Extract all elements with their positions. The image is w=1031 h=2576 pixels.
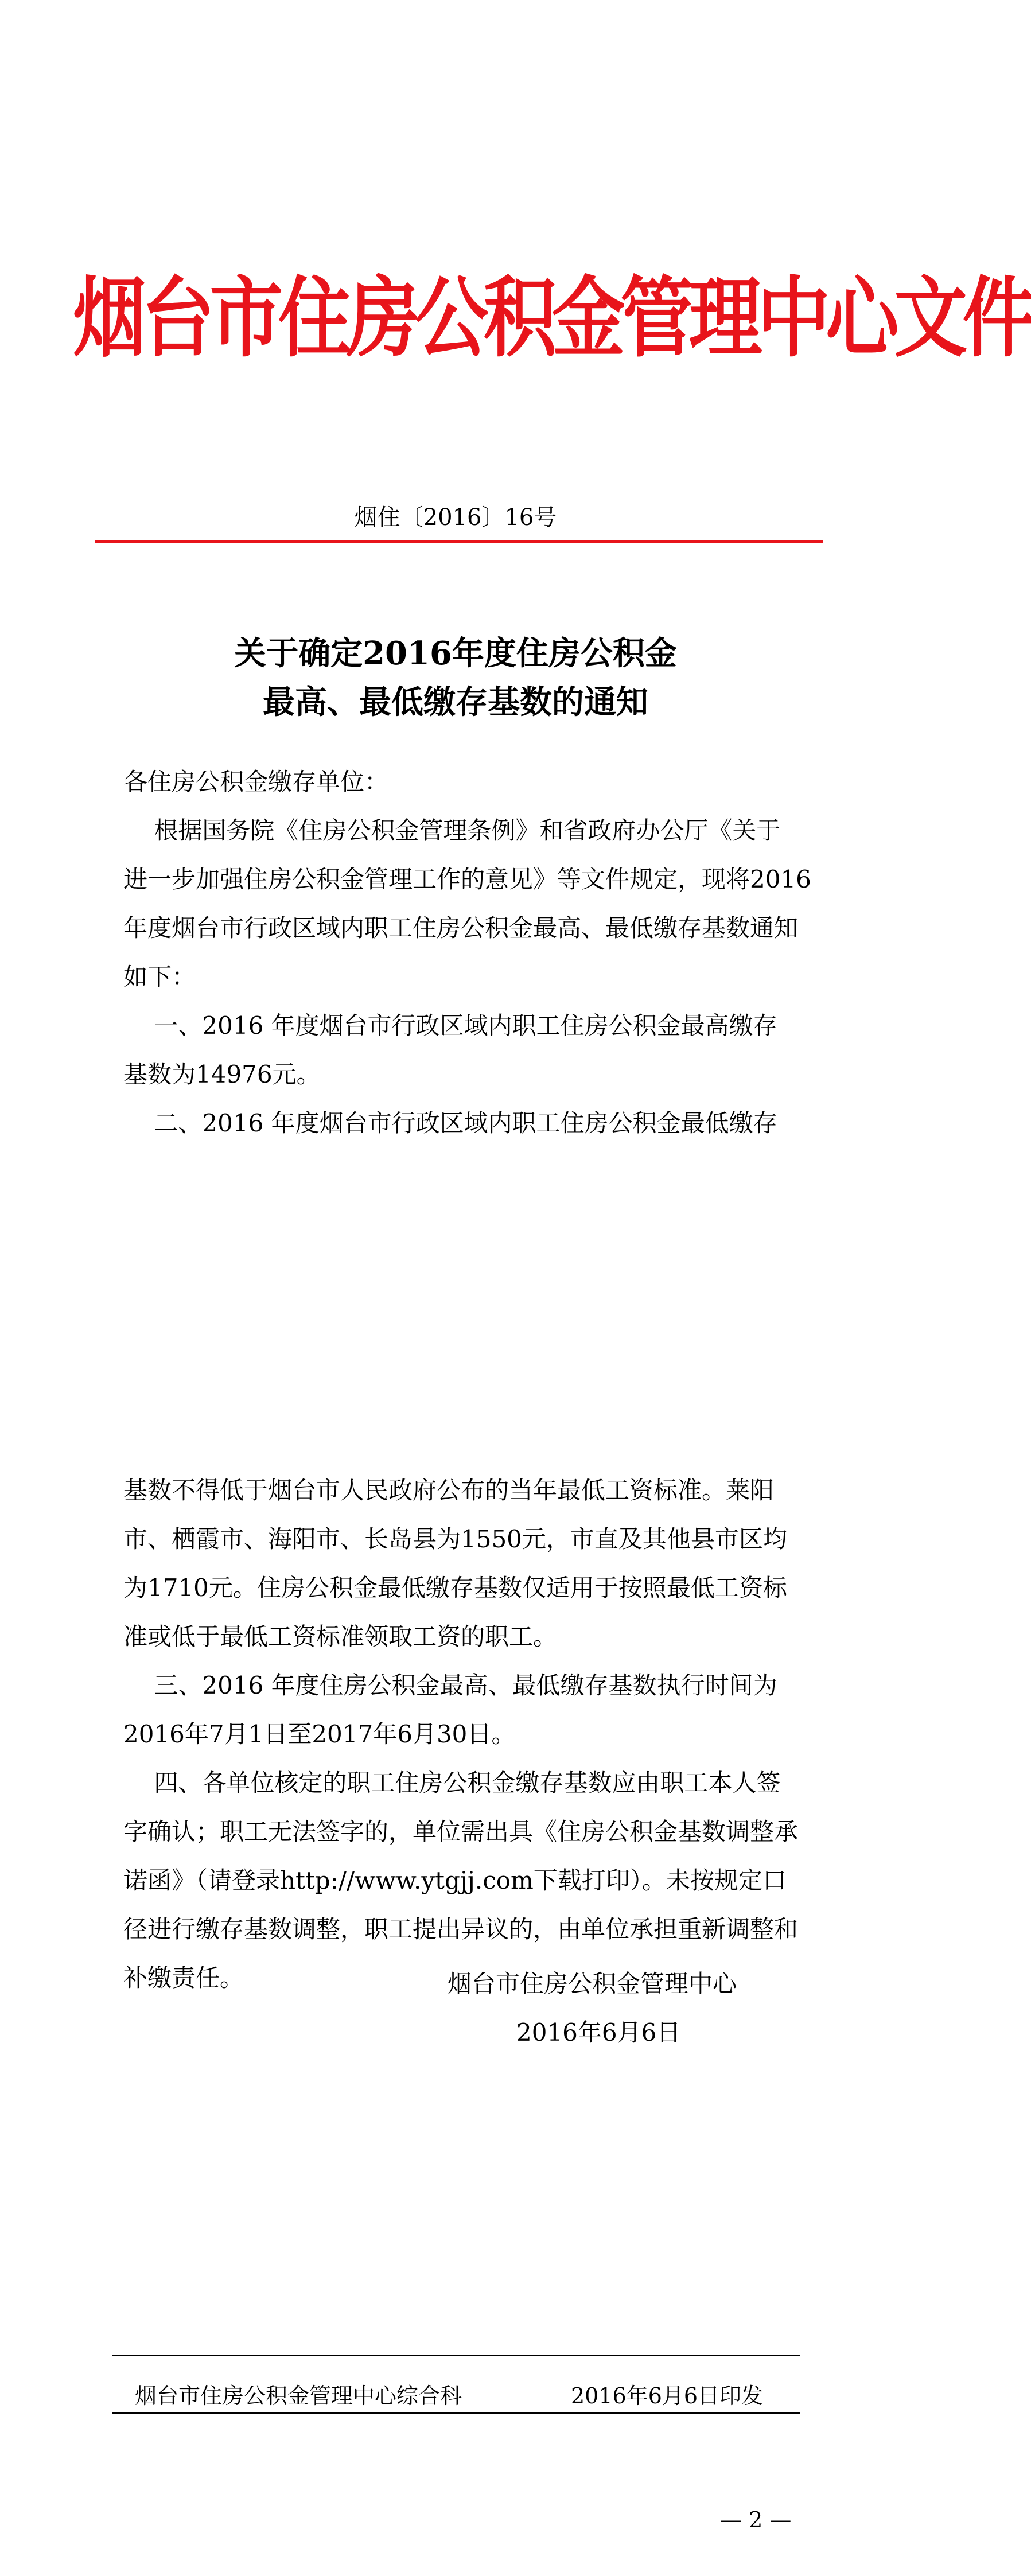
footer-top-rule bbox=[112, 2355, 800, 2356]
footer-bottom-rule bbox=[112, 2412, 800, 2414]
body-line: 二、2016 年度烟台市行政区域内职工住房公积金最低缴存 bbox=[123, 1109, 777, 1137]
notice-title-line-1: 关于确定2016年度住房公积金 bbox=[234, 635, 677, 672]
body-line: 2016年7月1日至2017年6月30日。 bbox=[123, 1720, 516, 1748]
body-line: 进一步加强住房公积金管理工作的意见》等文件规定，现将2016 bbox=[123, 865, 811, 893]
body-line: 四、各单位核定的职工住房公积金缴存基数应由职工本人签 bbox=[123, 1769, 781, 1797]
red-divider-line bbox=[95, 540, 823, 543]
body-line: 一、2016 年度烟台市行政区域内职工住房公积金最高缴存 bbox=[123, 1011, 777, 1040]
body-line: 市、栖霞市、海阳市、长岛县为1550元，市直及其他县市区均 bbox=[123, 1525, 787, 1553]
body-line: 诺函》（请登录http://www.ytgjj.com下载打印）。未按规定口 bbox=[123, 1866, 787, 1894]
notice-title-line-2: 最高、最低缴存基数的通知 bbox=[263, 683, 648, 721]
body-line: 准或低于最低工资标准领取工资的职工。 bbox=[123, 1622, 558, 1651]
body-line: 各住房公积金缴存单位： bbox=[123, 768, 389, 796]
body-line: 基数为14976元。 bbox=[123, 1060, 321, 1088]
page-number: — 2 — bbox=[720, 2507, 792, 2532]
signature-date: 2016年6月6日 bbox=[516, 2018, 681, 2046]
body-line: 为1710元。住房公积金最低缴存基数仅适用于按照最低工资标 bbox=[123, 1574, 787, 1602]
body-line: 径进行缴存基数调整，职工提出异议的，由单位承担重新调整和 bbox=[123, 1915, 799, 1943]
signature-organization: 烟台市住房公积金管理中心 bbox=[448, 1970, 737, 1998]
body-line: 如下： bbox=[123, 963, 196, 991]
document-header-title: 烟台市住房公积金管理中心文件 bbox=[73, 266, 1031, 369]
footer-issuer: 烟台市住房公积金管理中心综合科 bbox=[135, 2383, 462, 2408]
body-line: 基数不得低于烟台市人民政府公布的当年最低工资标准。莱阳 bbox=[123, 1476, 775, 1504]
body-line: 三、2016 年度住房公积金最高、最低缴存基数执行时间为 bbox=[123, 1671, 777, 1699]
body-line: 年度烟台市行政区域内职工住房公积金最高、最低缴存基数通知 bbox=[123, 914, 799, 942]
body-line: 字确认；职工无法签字的，单位需出具《住房公积金基数调整承 bbox=[123, 1818, 799, 1846]
body-line: 补缴责任。 bbox=[123, 1964, 244, 1992]
document-number: 烟住〔2016〕16号 bbox=[354, 504, 557, 531]
body-line: 根据国务院《住房公积金管理条例》和省政府办公厅《关于 bbox=[123, 816, 781, 845]
footer-print-date: 2016年6月6日印发 bbox=[571, 2383, 764, 2408]
